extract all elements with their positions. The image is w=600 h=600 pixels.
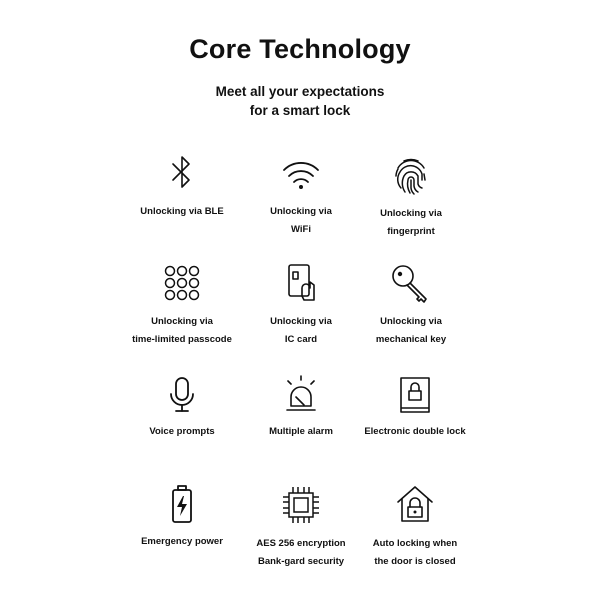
battery-icon	[157, 480, 207, 530]
label-line: Auto locking when	[372, 538, 458, 549]
label-line: Electronic double lock	[364, 426, 466, 437]
key-icon	[386, 258, 436, 308]
label-line: Bank-gard security	[257, 556, 345, 567]
ic-card-icon	[276, 258, 326, 308]
home-lock-icon	[390, 480, 440, 530]
wifi-icon	[276, 150, 326, 200]
bluetooth-icon	[157, 150, 207, 200]
label-line: mechanical key	[375, 334, 447, 345]
microphone-icon	[157, 370, 207, 420]
label-line: AES 256 encryption	[256, 538, 346, 549]
label-line: fingerprint	[387, 226, 435, 237]
page-subtitle	[0, 82, 600, 120]
label-line: Unlocking via	[380, 316, 442, 327]
label-line: the door is closed	[374, 556, 456, 567]
label-line: time-limited passcode	[132, 334, 232, 345]
label-line: Unlocking via	[270, 206, 332, 217]
label-line: Unlocking via	[151, 316, 213, 327]
label-line: IC card	[284, 334, 318, 345]
feature-label	[326, 313, 496, 349]
fingerprint-icon	[386, 150, 436, 200]
subtitle-line: Meet all your expectations	[215, 84, 385, 99]
feature-label	[330, 535, 500, 571]
label-line: WiFi	[291, 224, 311, 235]
chip-icon	[276, 480, 326, 530]
double-lock-icon	[390, 370, 440, 420]
label-line: Unlocking via BLE	[140, 206, 224, 217]
page-title: Core Technology	[189, 34, 411, 64]
feature-label	[326, 205, 496, 241]
label-line: Emergency power	[141, 536, 223, 547]
label-line: Unlocking via	[270, 316, 332, 327]
alarm-icon	[276, 370, 326, 420]
subtitle-line: for a smart lock	[249, 103, 351, 118]
label-line: Voice prompts	[149, 426, 215, 437]
label-line: Unlocking via	[380, 208, 442, 219]
feature-label	[330, 423, 500, 441]
label-line: Multiple alarm	[269, 426, 333, 437]
keypad-icon	[157, 258, 207, 308]
